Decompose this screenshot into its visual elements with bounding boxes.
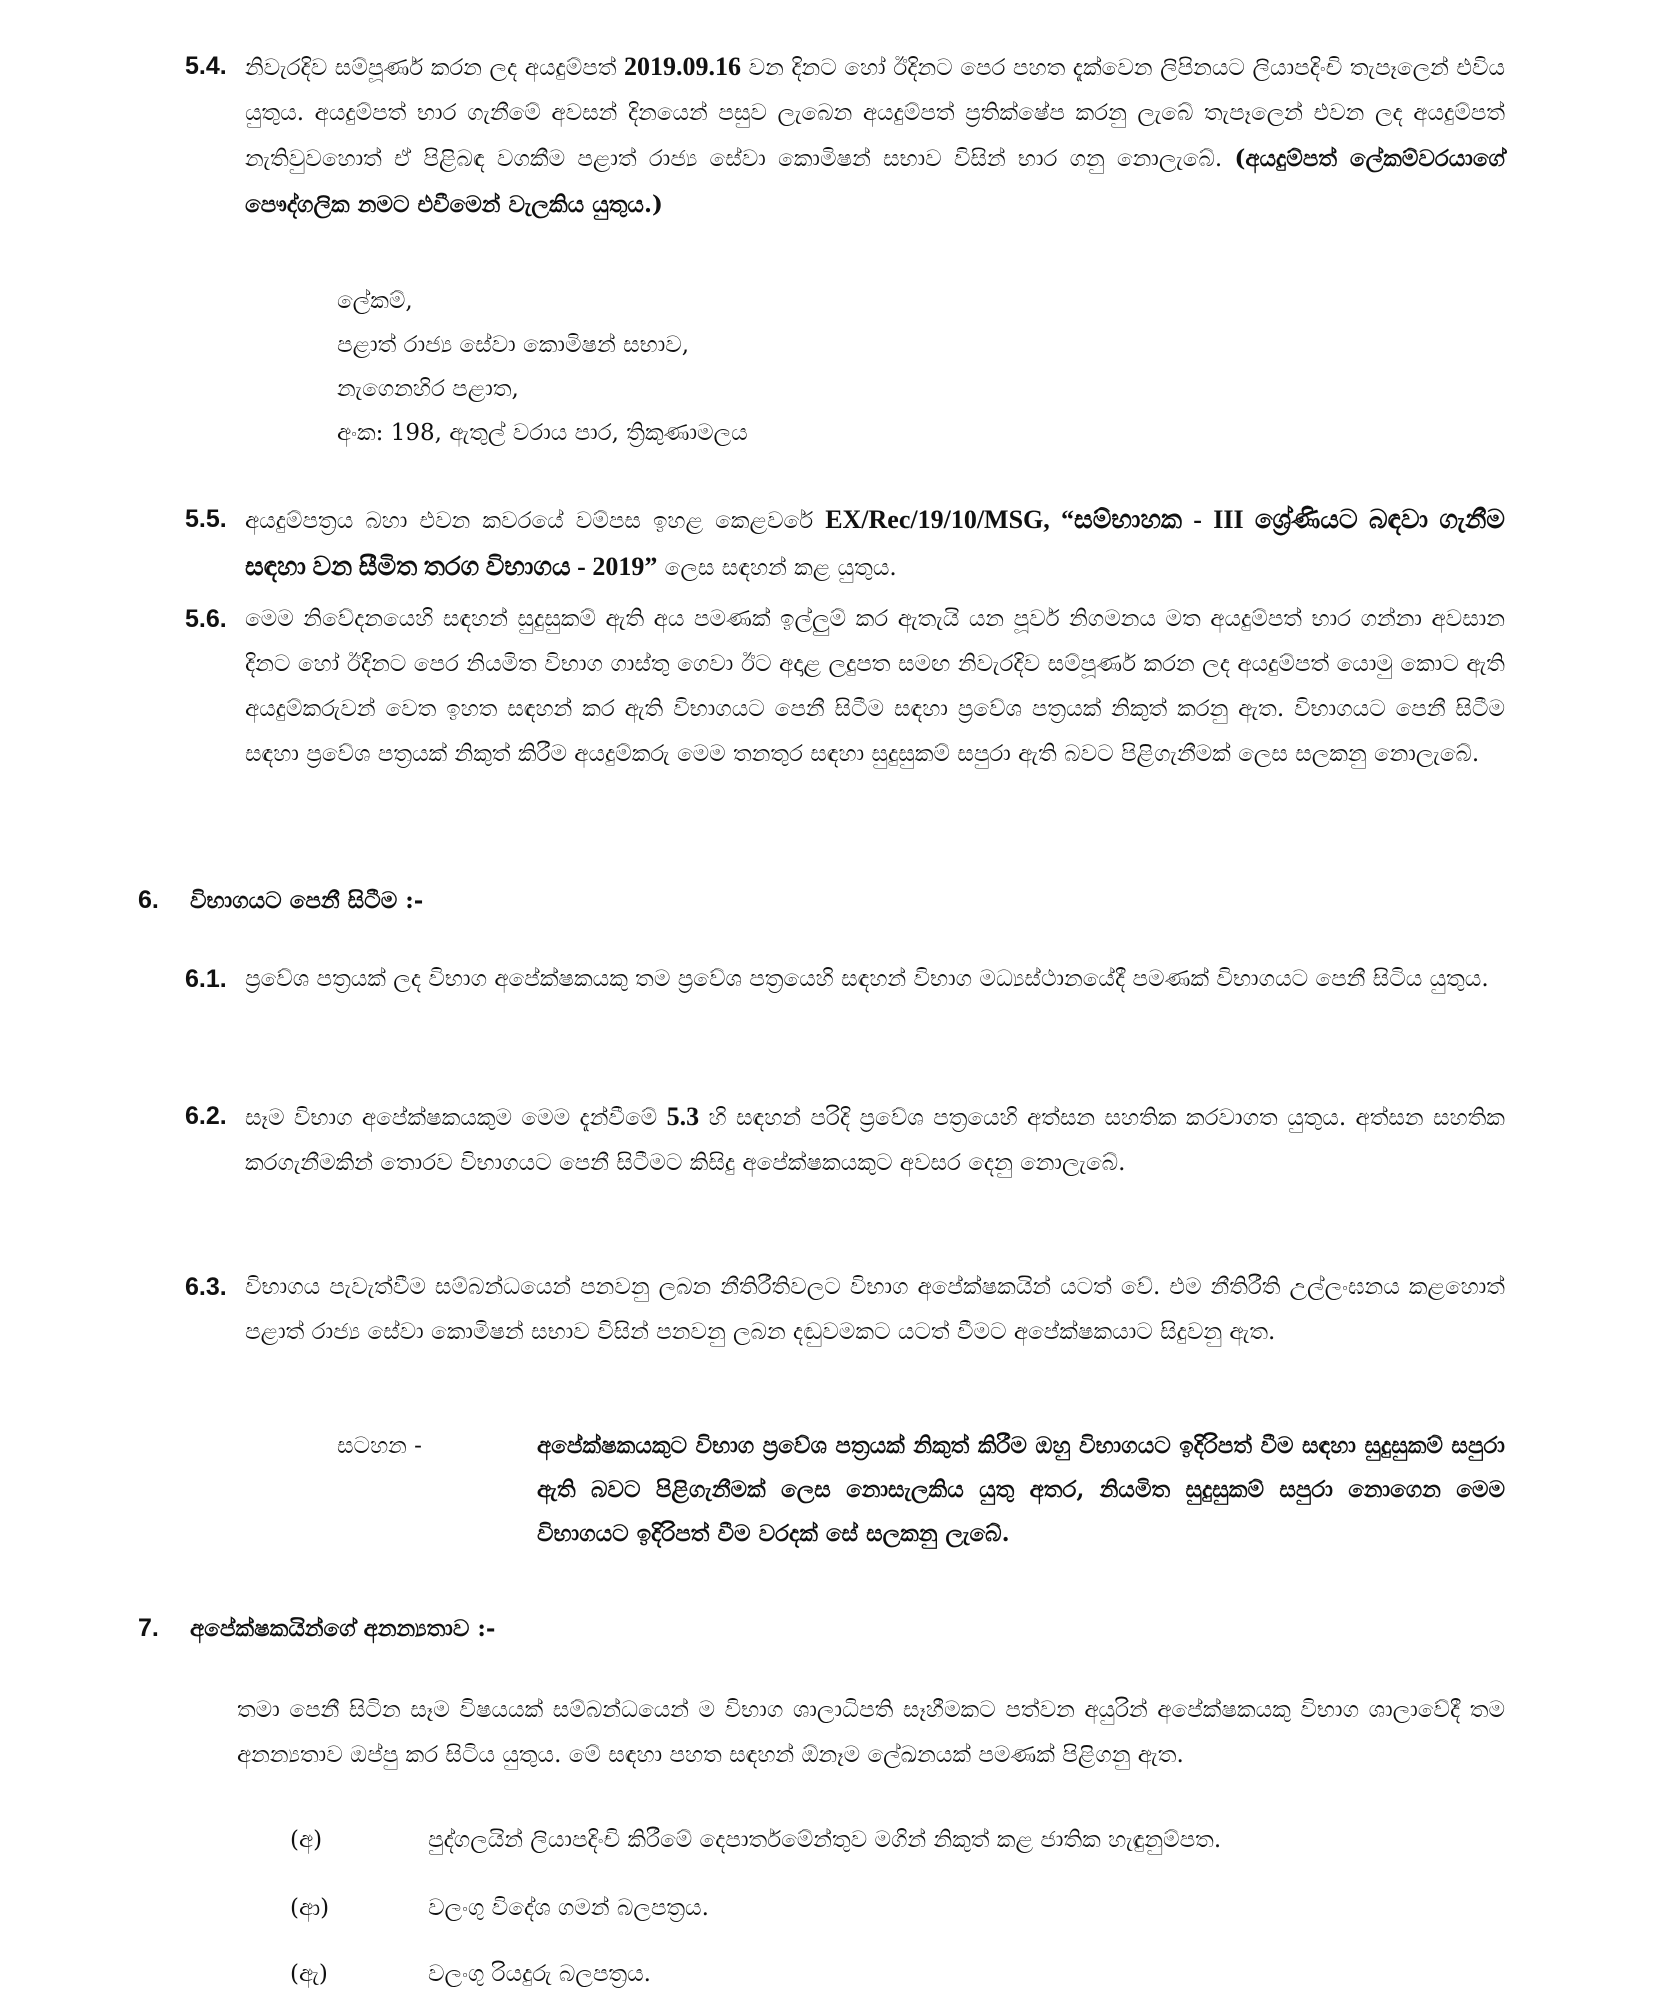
- paragraph-5-5-text-1: අයදුම්පත්‍රය බහා එවන කවරයේ වම්පස ඉහළ කෙළවරේ: [245, 508, 826, 534]
- paragraph-6-2-text-1: සෑම විභාග අපේක්ෂකයකුම මෙම දැන්වීමේ: [245, 1105, 667, 1131]
- paragraph-5-4-bold-note: (අයදුම්පත් ලේකම්වරයාගේ පෞද්ගලික නමට එවීමෙන් වැලකිය යුතුය.): [245, 145, 1505, 218]
- paragraph-6-1: ප්‍රවේශ පත්‍රයක් ලද විභාග අපේක්ෂකයකු තම ප්‍රවේශ පත්‍රයෙහි සඳහන් විභාග මධ්‍යස්ථානයේදී පමණක් විභාගයට පෙනී සිටිය යුතුය.: [245, 966, 1489, 992]
- paragraph-6-2-text-2: හි සඳහන් පරිදි ප්‍රවේශ පත්‍රයෙහි අත්සන සහතික කරවාගත යුතුය. අත්සන සහතික කරගැනීමකින් තොරව විභාගයට පෙනී සිටීමට කිසිදු අපේක්ෂකයකුට අවසර දෙනු නොලැබේ.: [245, 1105, 1505, 1176]
- note-text: අපේක්ෂකයකුට විභාග ප්‍රවේශ පත්‍රයක් නිකුත් කිරීම ඔහු විභාගයට ඉදිරිපත් වීම සඳහා සුදුසුකම් සපුරා ඇති බවට පිළිගැනීමක් ලෙස නොසැලකිය යුතු අතර, නියමිත සුදුසුකම් සපුරා නොගෙන මෙම විභාගයට ඉදිරිපත් වීම වරදක් සේ සලකනු ලැබේ.: [537, 1432, 1505, 1547]
- section-number-6-3: 6.3.: [185, 1273, 227, 1301]
- paragraph-6-2: [245, 1094, 1505, 1186]
- paragraph-5-5: [245, 497, 1505, 591]
- list-item-marker: (ආ): [290, 1895, 330, 1921]
- paragraph-5-6: මෙම නිවේදනයෙහි සඳහන් සුදුසුකම් ඇති අය පමණක් ඉල්ලුම් කර ඇතැයි යන පූර්ව නිගමනය මත අයදුම්පත් භාර ගන්නා අවසාන දිනට හෝ ඊදිනට පෙර නියමිත විභාග ගාස්තු ගෙවා ඊට අදාළ ලදුපත සමඟ නිවැරදිව සම්පූර්ණ කරන ලද අයදුම්පත් යොමු කොට ඇති අයදුම්කරුවන් වෙත ඉහත සඳහන් කර ඇති විභාගයට පෙනී සිටීම සඳහා ප්‍රවේශ පත්‍රයක් නිකුත් කරනු ඇත. විභාගයට පෙනී සිටීම සඳහා ප්‍රවේශ පත්‍රයක් නිකුත් කිරීම අයදුම්කරු මෙම තනතුර සඳහා සුදුසුකම් සපුරා ඇති බවට පිළිගැනීමක් ලෙස සලකනු නොලැබේ.: [245, 606, 1505, 767]
- address-line-1: ලේකම්,: [337, 288, 413, 314]
- section-reference: 5.3: [666, 1102, 700, 1131]
- address-line-3: නැගෙනහිර පළාත,: [337, 376, 519, 402]
- paragraph-7-intro: තමා පෙනී සිටින සෑම විෂයයක් සම්බන්ධයෙන් ම විභාග ශාලාධිපති සෑහීමකට පත්වන අයුරින් අපේක්ෂකයකු විභාග ශාලාවේදී තම අනන්‍යතාව ඔප්පු කර සිටිය යුතුය. මේ සඳහා පහත සඳහන් ඕනෑම ලේඛනයක් පමණක් පිළිගනු ඇත.: [237, 1697, 1505, 1768]
- list-item-text: පුද්ගලයින් ලියාපදිංචි කිරීමේ දෙපාර්තමේන්තුව මගින් නිකුත් කළ ජාතික හැඳුනුම්පත.: [428, 1827, 1222, 1853]
- section-title-7: අපේක්ෂකයින්ගේ අනන්‍යතාව :-: [190, 1615, 496, 1642]
- section-number-5-6: 5.6.: [185, 605, 227, 633]
- note-label: සටහන -: [337, 1433, 422, 1459]
- paragraph-5-5-text-2: ලෙස සඳහන් කළ යුතුය.: [657, 555, 897, 581]
- paragraph-5-4: [245, 44, 1505, 228]
- list-item-marker: (අ): [290, 1827, 323, 1853]
- list-item-marker: (ඇ): [290, 1961, 328, 1987]
- paragraph-5-4-text-1: නිවැරදිව සම්පූර්ණ කරන ලද අයදුම්පත්: [245, 55, 625, 81]
- paragraph-6-3: විභාගය පැවැත්වීම සම්බන්ධයෙන් පනවනු ලබන නීතිරීතිවලට විභාග අපේක්ෂකයින් යටත් වේ. එම නීතිරීති උල්ලංඝනය කළහොත් පළාත් රාජ්‍ය සේවා කොමිෂන් සභාව විසින් පනවනු ලබන දඬුවමකට යටත් වීමට අපේක්ෂකයාට සිදුවනු ඇත.: [245, 1274, 1505, 1345]
- paragraph-5-4-text-2: වන දිනට හෝ ඊදිනට පෙර පහත දැක්වෙන ලිපිනයට ලියාපදිංචි තැපෑලෙන් එවිය යුතුය. අයදුම්පත් භාර ගැනීමේ අවසන් දිනයෙන් පසුව ලැබෙන අයදුම්පත් ප්‍රතික්ෂේප කරනු ලැබේ තැපෑලෙන් එවන ලද අයදුම්පත් නැතිවුවහොත් ඒ පිළිබඳ වගකීම පළාත් රාජ්‍ය සේවා කොමිෂන් සභාව විසින් භාර ගනු නොලැබේ.: [245, 55, 1505, 172]
- section-number-5-5: 5.5.: [185, 505, 227, 533]
- address-line-2: පළාත් රාජ්‍ය සේවා කොමිෂන් සභාව,: [337, 332, 690, 358]
- list-item-text: වලංගු රියදුරු බලපත්‍රය.: [428, 1961, 651, 1987]
- list-item-text: වලංගු විදේශ ගමන් බලපත්‍රය.: [428, 1895, 709, 1921]
- address-line-4: අංක: 198, ඇතුල් වරාය පාර, ත්‍රිකුණාමලය: [337, 420, 748, 446]
- section-number-6-2: 6.2.: [185, 1102, 227, 1130]
- section-title-6: විභාගයට පෙනී සිටීම :-: [190, 887, 424, 914]
- section-number-6-1: 6.1.: [185, 965, 227, 993]
- deadline-date: 2019.09.16: [624, 52, 742, 81]
- envelope-reference-code: EX/Rec/19/10/MSG, “සම්භාහක - III ශ්‍රේණියට බඳවා ගැනීම සඳහා වන සීමිත තරග විභාගය - 2019”: [245, 505, 1505, 581]
- section-number-7: 7.: [138, 1614, 159, 1642]
- section-number-6: 6.: [138, 886, 159, 914]
- section-number-5-4: 5.4.: [185, 52, 227, 80]
